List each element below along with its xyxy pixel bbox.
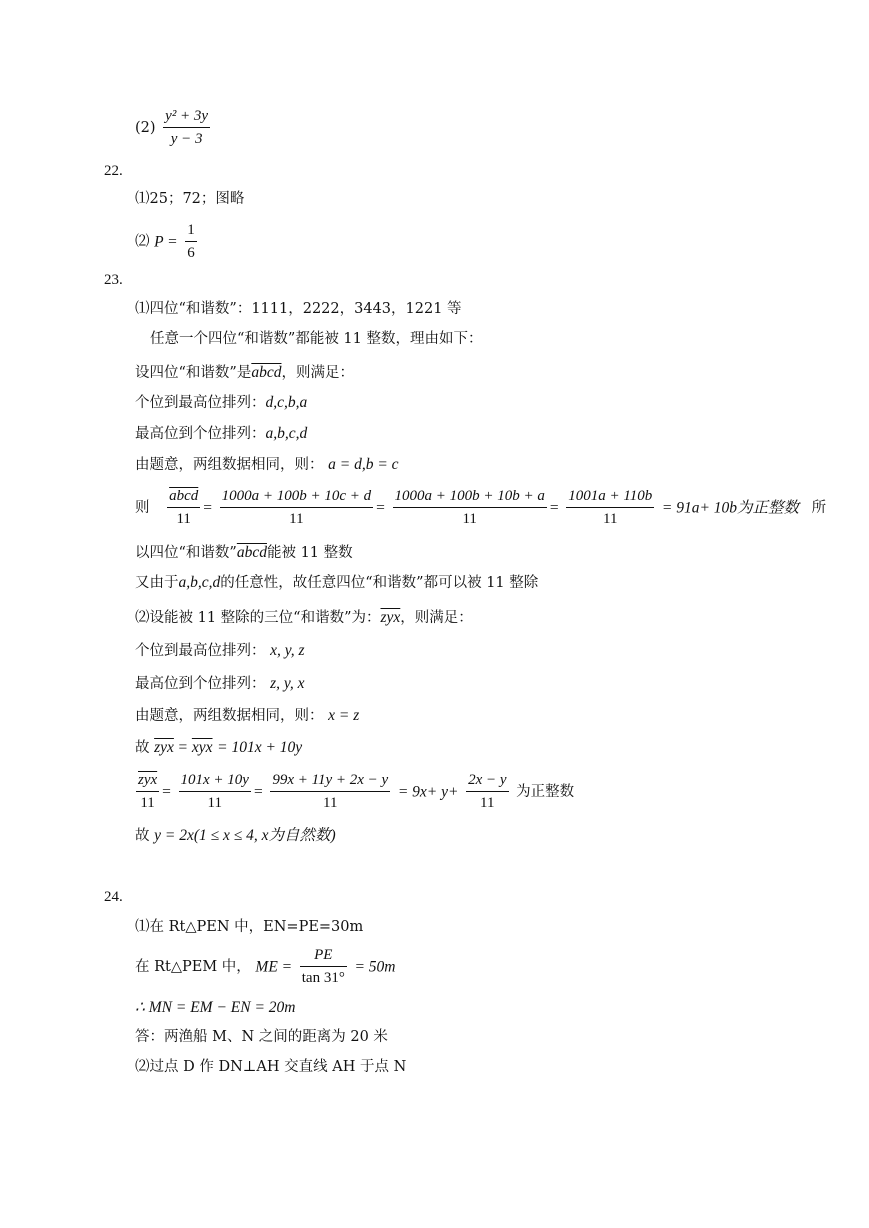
q23-frac5-den: 11 — [140, 795, 155, 812]
q23-frac8-den: 11 — [480, 795, 495, 812]
q24-line2 — [135, 947, 395, 988]
q23-line7-ze: 则 — [135, 500, 150, 516]
q23-line13-math: x = z — [328, 707, 360, 724]
q24-line4: 答：两渔船 M、N 之间的距离为 20 米 — [135, 1029, 388, 1045]
q23-line3-abcd: abcd — [251, 364, 282, 381]
q23-frac7 — [270, 772, 390, 813]
q24-line2-lhs: ME = — [255, 958, 293, 976]
q23-line3-text-a: 设四位“和谐数”是 — [135, 365, 252, 381]
q23-number: 23. — [104, 272, 123, 288]
q22-frac-den: 6 — [187, 245, 195, 262]
q23-line14-xyx: $\overline{xyx}$ — [191, 739, 213, 756]
q23-eq-sign-1: = — [203, 499, 213, 517]
q23-frac1-den: 11 — [176, 511, 191, 528]
q23-line7-equation — [135, 488, 826, 529]
q23-line2: 任意一个四位“和谐数”都能被 11 整数，理由如下： — [150, 331, 483, 347]
q23-frac2-num: 1000a + 100b + 10c + d — [220, 488, 374, 508]
q23-line8-text-a: 以四位“和谐数” — [135, 545, 237, 561]
q23-frac3-num: 1000a + 100b + 10b + a — [393, 488, 547, 508]
q23-frac5-num: $\overline{zyx}$ — [136, 772, 159, 792]
q23-line15-mid: = 9x+ y+ — [397, 783, 459, 801]
q23-line13 — [135, 708, 359, 724]
q23-line10 — [135, 610, 473, 626]
q23-frac1-num: abcd — [167, 488, 200, 508]
q24-line5: ⑵过点 D 作 DN⊥AH 交直线 AH 于点 N — [135, 1059, 407, 1075]
q21-fraction — [163, 108, 210, 149]
q23-frac2-den: 11 — [289, 511, 304, 528]
q23-eq-sign-4: = — [162, 783, 171, 801]
q24-line2-rhs: = 50m — [354, 958, 396, 976]
q23-line10-zyx: $\overline{zyx}$ — [380, 609, 401, 626]
q23-line16-gu: 故 — [135, 828, 150, 844]
q23-line11-text: 个位到最高位排列： — [135, 643, 266, 659]
q24-number: 24. — [104, 889, 123, 905]
q23-frac3 — [393, 488, 547, 529]
q21-frac-num: y² + 3y — [163, 108, 210, 128]
q23-line16-math: y = 2x(1 ≤ x ≤ 4, x为自然数) — [154, 827, 336, 844]
q23-line7-tail: = 91a+ 10b为正整数 — [661, 499, 800, 517]
q22-part2-prefix: ⑵ — [135, 234, 150, 250]
q23-line10-text-c: ，则满足： — [400, 610, 473, 626]
q24-fraction — [300, 947, 347, 988]
q21-frac-den: y − 3 — [170, 131, 203, 148]
q23-line1: ⑴四位“和谐数”：1111，2222，3443，1221 等 — [135, 301, 462, 317]
q23-line14-zyx: $\overline{zyx}$ — [154, 739, 174, 756]
q23-line4-text: 个位到最高位排列： — [135, 395, 266, 411]
q23-frac3-den: 11 — [462, 511, 477, 528]
q23-line6-math: a = d,b = c — [328, 456, 399, 473]
q23-line4 — [135, 395, 307, 411]
q23-line8-abcd: abcd — [236, 544, 267, 561]
q23-line7-suo: 所 — [811, 500, 827, 516]
q23-line8-text-c: 能被 11 整数 — [266, 545, 353, 561]
q23-line6-text: 由题意，两组数据相同，则： — [135, 457, 324, 473]
q23-line8 — [135, 545, 353, 561]
q23-line14-gu: 故 — [135, 740, 150, 756]
q23-eq-sign-5: = — [253, 783, 263, 801]
q22-p-lhs: P = — [154, 233, 178, 251]
q23-line15-tail: 为正整数 — [516, 784, 575, 800]
q24-line3: ∴ MN = EM − EN = 20m — [135, 999, 296, 1016]
q23-frac2 — [220, 488, 374, 529]
q23-line3 — [135, 365, 354, 381]
q24-line2-text: 在 Rt△PEM 中， — [135, 959, 251, 975]
q23-line3-text-c: ，则满足： — [281, 365, 354, 381]
q23-frac7-den: 11 — [323, 795, 338, 812]
q23-line9-math: a,b,c,d — [178, 574, 221, 591]
q23-line14 — [135, 740, 302, 756]
q22-part1: ⑴25；72；图略 — [135, 191, 245, 207]
q23-line9-text-a: 又由于 — [135, 575, 179, 591]
q22-number: 22. — [104, 163, 123, 179]
q23-frac6 — [179, 772, 251, 813]
q23-line12 — [135, 676, 305, 692]
q24-frac-den: tan 31° — [301, 970, 345, 987]
q23-line5 — [135, 426, 307, 442]
q23-frac8-num: 2x − y — [466, 772, 508, 792]
q23-frac6-den: 11 — [207, 795, 222, 812]
q23-frac5 — [136, 772, 159, 813]
q23-frac7-num: 99x + 11y + 2x − y — [270, 772, 390, 792]
q23-eq-sign-3: = — [549, 499, 559, 517]
q23-line16 — [135, 828, 336, 844]
q23-frac8 — [466, 772, 508, 813]
q23-frac6-num: 101x + 10y — [179, 772, 251, 792]
q23-line9-text-c: 的任意性，故任意四位“和谐数”都可以被 11 整除 — [220, 575, 539, 591]
q23-frac4 — [566, 488, 654, 529]
q23-eq-sign-2: = — [376, 499, 385, 517]
q21-part2 — [135, 108, 213, 149]
q24-frac-num: PE — [300, 947, 347, 967]
q23-line5-text: 最高位到个位排列： — [135, 426, 266, 442]
q21-part2-prefix: (2) — [135, 120, 156, 136]
q23-line14-result: = 101x + 10y — [217, 739, 303, 756]
q23-frac1 — [167, 488, 200, 529]
q22-fraction — [185, 222, 197, 263]
q23-line12-text: 最高位到个位排列： — [135, 676, 266, 692]
q23-line11-math: x, y, z — [270, 642, 305, 659]
q23-line13-text: 由题意，两组数据相同，则： — [135, 708, 324, 724]
q23-line4-math: d,c,b,a — [265, 394, 308, 411]
q23-line11 — [135, 643, 305, 659]
q23-line15-equation — [133, 772, 574, 813]
q23-line14-eq: = — [178, 739, 188, 756]
q23-frac4-den: 11 — [603, 511, 618, 528]
q23-line12-math: z, y, x — [270, 675, 305, 692]
q24-line1: ⑴在 Rt△PEN 中，EN=PE=30m — [135, 919, 364, 935]
q23-line5-math: a,b,c,d — [265, 425, 308, 442]
q23-line10-text-a: ⑵设能被 11 整除的三位“和谐数”为： — [135, 610, 381, 626]
q22-frac-num: 1 — [185, 222, 197, 242]
q22-part2 — [135, 222, 200, 263]
q23-frac4-num: 1001a + 110b — [566, 488, 654, 508]
q23-line9 — [135, 575, 538, 591]
q23-line6 — [135, 457, 399, 473]
